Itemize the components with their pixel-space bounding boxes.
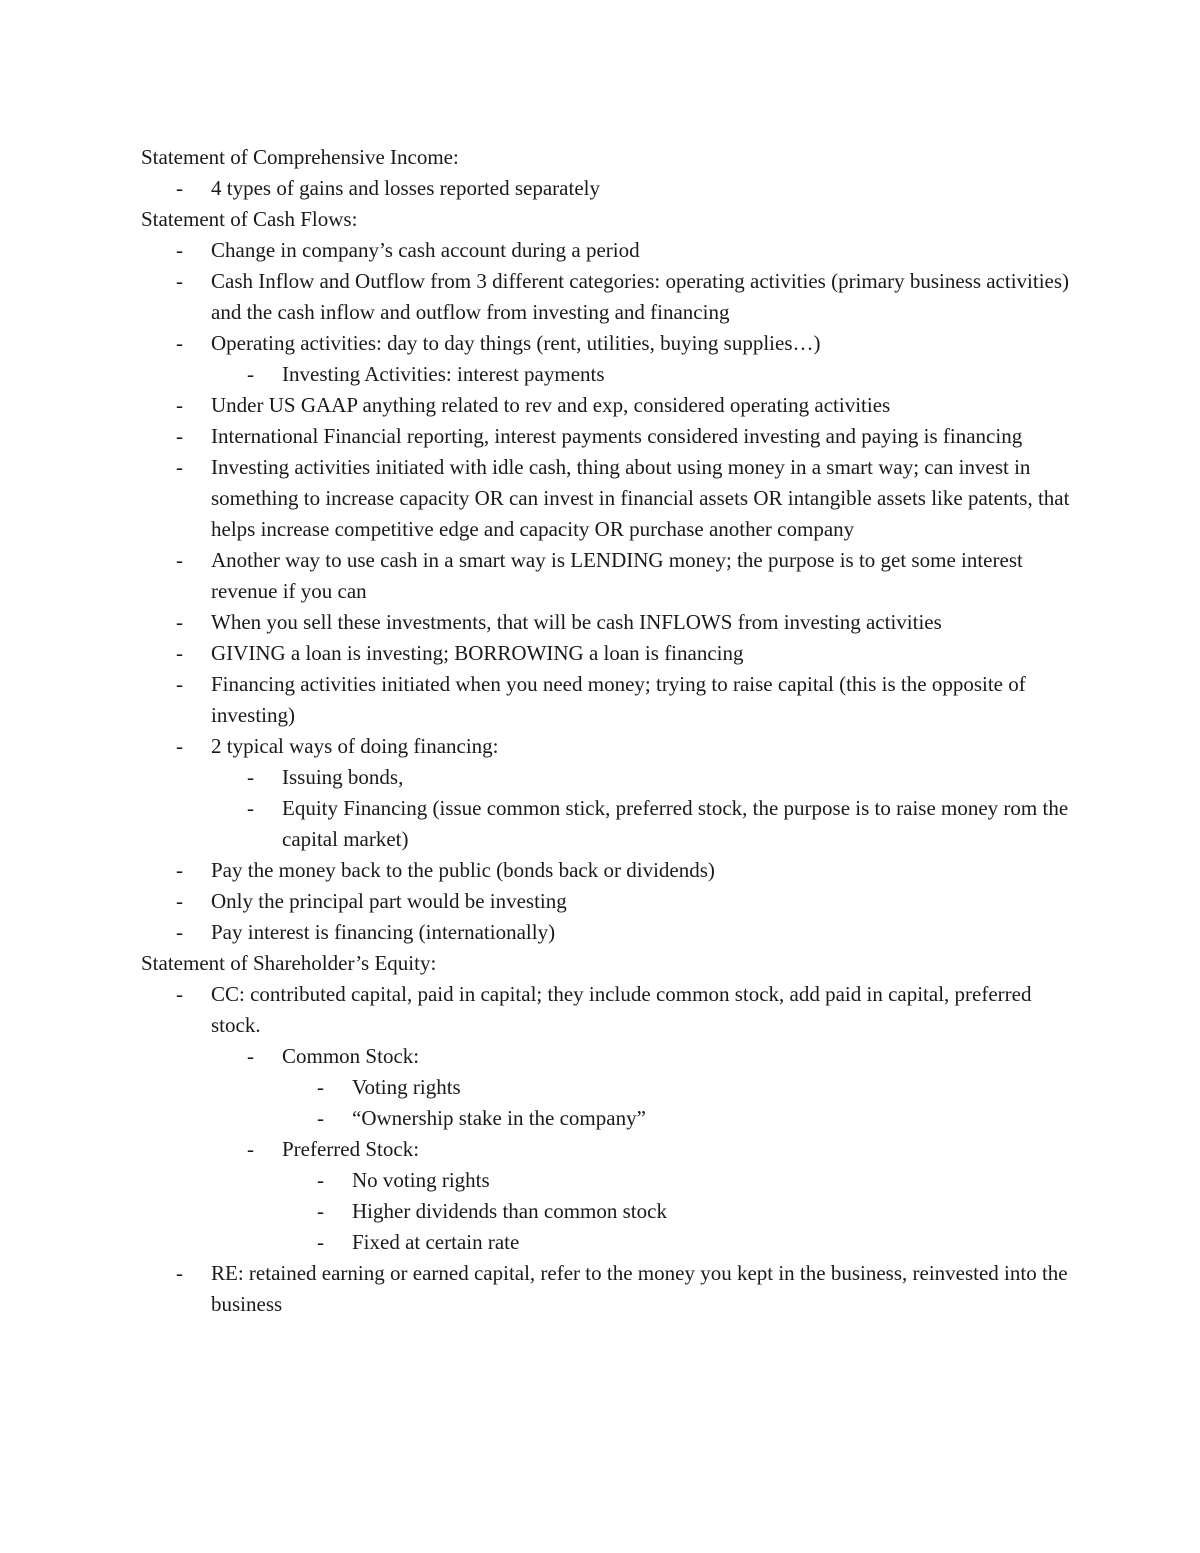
list-item — [141, 1165, 1071, 1196]
list-item — [141, 359, 1071, 390]
list-item — [141, 421, 1071, 452]
list-item-text: Only the principal part would be investing — [211, 889, 567, 913]
list-item — [141, 328, 1071, 359]
list-item — [141, 1041, 1071, 1072]
bullet-dash: - — [247, 362, 254, 386]
section-cash-flows — [141, 204, 1071, 948]
list-item-text: International Financial reporting, interest payments considered investing and paying is financing — [211, 424, 1023, 448]
bullet-dash: - — [176, 548, 183, 572]
list-item — [141, 638, 1071, 669]
list-item — [141, 793, 1071, 855]
list-item-text: Issuing bonds, — [282, 765, 404, 789]
list-item-text: Change in company’s cash account during a period — [211, 238, 640, 262]
list-item-text: Preferred Stock: — [282, 1137, 420, 1161]
list-item — [141, 1196, 1071, 1227]
bullet-dash: - — [176, 269, 183, 293]
list-item-text: 4 types of gains and losses reported separately — [211, 176, 600, 200]
bullet-dash: - — [247, 765, 254, 789]
bullet-dash: - — [247, 1044, 254, 1068]
list-item — [141, 1134, 1071, 1165]
list-item-text: Fixed at certain rate — [352, 1230, 520, 1254]
bullet-dash: - — [176, 238, 183, 262]
list-item — [141, 917, 1071, 948]
bullet-dash: - — [176, 610, 183, 634]
list-item — [141, 855, 1071, 886]
list-item-text: CC: contributed capital, paid in capital; they include common stock, add paid in capital, preferred stock. — [211, 982, 1032, 1037]
list-item — [141, 173, 1071, 204]
list-item-text: Equity Financing (issue common stick, preferred stock, the purpose is to raise money rom the capital market) — [282, 796, 1069, 851]
bullet-dash: - — [247, 1137, 254, 1161]
list-item-text: Pay interest is financing (internationally) — [211, 920, 556, 944]
list-item-text: Investing activities initiated with idle cash, thing about using money in a smart way; can invest in something to increase capacity OR can invest in financial assets OR intangible assets like patents, that helps increase competitive edge and capacity OR purchase another company — [211, 455, 1070, 541]
section-heading: Statement of Shareholder’s Equity: — [141, 951, 437, 975]
list-item — [141, 1227, 1071, 1258]
list-item-text: “Ownership stake in the company” — [352, 1106, 646, 1130]
list-item — [141, 1258, 1071, 1320]
list-item — [141, 390, 1071, 421]
document-body — [141, 142, 1071, 1320]
bullet-dash: - — [176, 889, 183, 913]
list-item-text: 2 typical ways of doing financing: — [211, 734, 499, 758]
list-item-text: When you sell these investments, that will be cash INFLOWS from investing activities — [211, 610, 942, 634]
bullet-dash: - — [176, 1261, 183, 1285]
bullet-dash: - — [317, 1168, 324, 1192]
list-item-text: Common Stock: — [282, 1044, 420, 1068]
list-item-text: Another way to use cash in a smart way is LENDING money; the purpose is to get some interest revenue if you can — [211, 548, 1023, 603]
list-item-text: Under US GAAP anything related to rev and exp, considered operating activities — [211, 393, 891, 417]
list-item — [141, 731, 1071, 762]
section-shareholders-equity — [141, 948, 1071, 1320]
bullet-dash: - — [176, 982, 183, 1006]
list-item-text: Operating activities: day to day things (rent, utilities, buying supplies…) — [211, 331, 821, 355]
bullet-dash: - — [176, 858, 183, 882]
list-item-text: Financing activities initiated when you need money; trying to raise capital (this is the opposite of investing) — [211, 672, 1026, 727]
bullet-dash: - — [247, 796, 254, 820]
list-item-text: Cash Inflow and Outflow from 3 different categories: operating activities (primary business activities) and the cash inflow and outflow from investing and financing — [211, 269, 1070, 324]
bullet-dash: - — [176, 331, 183, 355]
bullet-dash: - — [176, 920, 183, 944]
bullet-dash: - — [176, 176, 183, 200]
list-item — [141, 266, 1071, 328]
bullet-dash: - — [176, 455, 183, 479]
list-item — [141, 1103, 1071, 1134]
bullet-dash: - — [317, 1199, 324, 1223]
list-item — [141, 235, 1071, 266]
list-item — [141, 1072, 1071, 1103]
list-item — [141, 607, 1071, 638]
list-item-text: GIVING a loan is investing; BORROWING a loan is financing — [211, 641, 744, 665]
list-item — [141, 886, 1071, 917]
bullet-dash: - — [176, 672, 183, 696]
bullet-dash: - — [176, 424, 183, 448]
bullet-dash: - — [317, 1230, 324, 1254]
list-item-text: Investing Activities: interest payments — [282, 362, 605, 386]
list-item — [141, 669, 1071, 731]
bullet-dash: - — [176, 641, 183, 665]
list-item-text: No voting rights — [352, 1168, 490, 1192]
list-item — [141, 452, 1071, 545]
list-item-text: Pay the money back to the public (bonds back or dividends) — [211, 858, 715, 882]
list-item-text: Voting rights — [352, 1075, 461, 1099]
list-item-text: Higher dividends than common stock — [352, 1199, 667, 1223]
bullet-dash: - — [317, 1075, 324, 1099]
bullet-dash: - — [317, 1106, 324, 1130]
list-item — [141, 545, 1071, 607]
section-heading: Statement of Cash Flows: — [141, 207, 358, 231]
list-item-text: RE: retained earning or earned capital, refer to the money you kept in the business, reinvested into the business — [211, 1261, 1068, 1316]
bullet-dash: - — [176, 393, 183, 417]
section-heading: Statement of Comprehensive Income: — [141, 145, 459, 169]
list-item — [141, 979, 1071, 1041]
list-item — [141, 762, 1071, 793]
section-comprehensive-income — [141, 142, 1071, 204]
bullet-dash: - — [176, 734, 183, 758]
